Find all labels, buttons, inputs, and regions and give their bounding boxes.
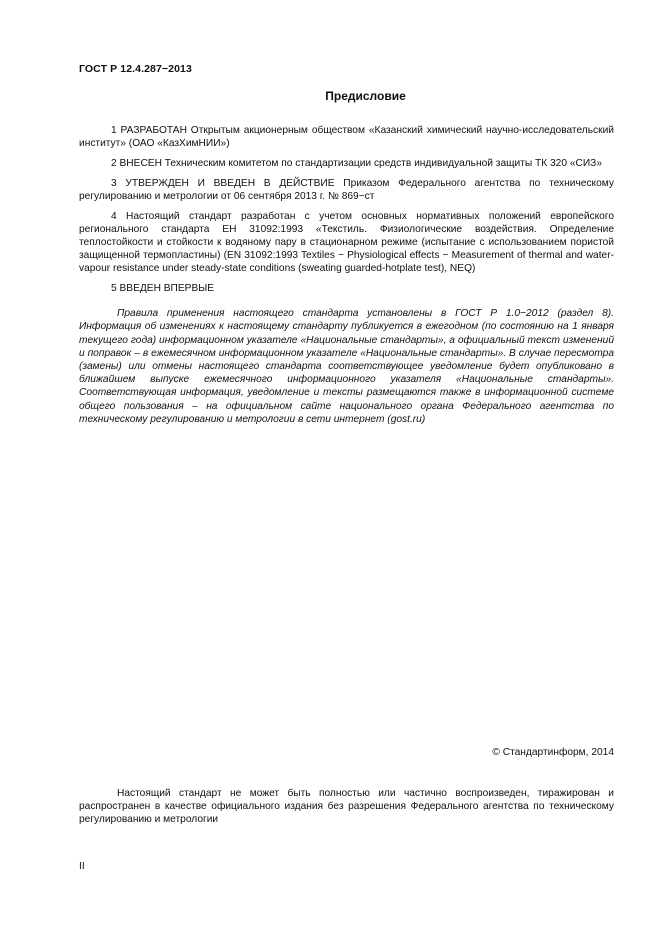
reproduction-notice: Настоящий стандарт не может быть полностью или частично воспроизведен, тиражирован и распространен в качестве официального издания без разрешения Федерального агентства по техническому регулированию и метрологии bbox=[79, 788, 614, 826]
paragraph-first-introduced: 5 ВВЕДЕН ВПЕРВЫЕ bbox=[111, 283, 215, 295]
paragraph-approved: 3 УТВЕРЖДЕН И ВВЕДЕН В ДЕЙСТВИЕ Приказом Федерального агентства по техническому регулированию и метрологии от 06 сентября 2013 г. № 869−ст bbox=[79, 177, 614, 202]
copyright-line: © Стандартинформ, 2014 bbox=[492, 747, 614, 758]
foreword-body bbox=[79, 124, 614, 433]
page-number: II bbox=[79, 861, 85, 872]
paragraph-rules-note: Правила применения настоящего стандарта установлены в ГОСТ Р 1.0−2012 (раздел 8). Информация об изменениях к настоящему стандарту публикуется в ежегодном (по состоянию на 1 января текущего года) информационном указателе «Национальные стандарты», а официальный текст изменений и поправок – в ежемесячном информационном указателе «Национальные стандарты». В случае пересмотра (замены) или отмены настоящего стандарта соответствующее уведомление будет опубликовано в ближайшем выпуске ежемесячного информационного указателя «Национальные стандарты». Соответствующая информация, уведомление и тексты размещаются также в информационной системе общего пользования – на официальном сайте национального органа Федерального агентства по техническому регулированию и метрологии в сети интернет (gost.ru) bbox=[79, 308, 614, 425]
paragraph-based-on: 4 Настоящий стандарт разработан с учетом основных нормативных положений европейского регионального стандарта ЕН 31092:1993 «Текстиль. Физиологические воздействия. Определение теплостойкости и стойкости к водяному пару в стационарном режиме (испытание с использованием пористой защищенной термопластины) (EN 31092:1993 Textiles − Physiological effects − Measurement of thermal and water-vapour resistance under steady-state conditions (sweating guarded-hotplate test), NEQ) bbox=[79, 210, 614, 275]
paragraph-introduced-by: 2 ВНЕСЕН Техническим комитетом по стандартизации средств индивидуальной защиты ТК 320 «СИЗ» bbox=[111, 157, 603, 169]
standard-code-header: ГОСТ Р 12.4.287−2013 bbox=[79, 63, 192, 75]
page-title: Предисловие bbox=[325, 89, 406, 103]
paragraph-developed-by: 1 РАЗРАБОТАН Открытым акционерным обществом «Казанский химический научно-исследовательский институт» (ОАО «КазХимНИИ») bbox=[79, 125, 614, 150]
